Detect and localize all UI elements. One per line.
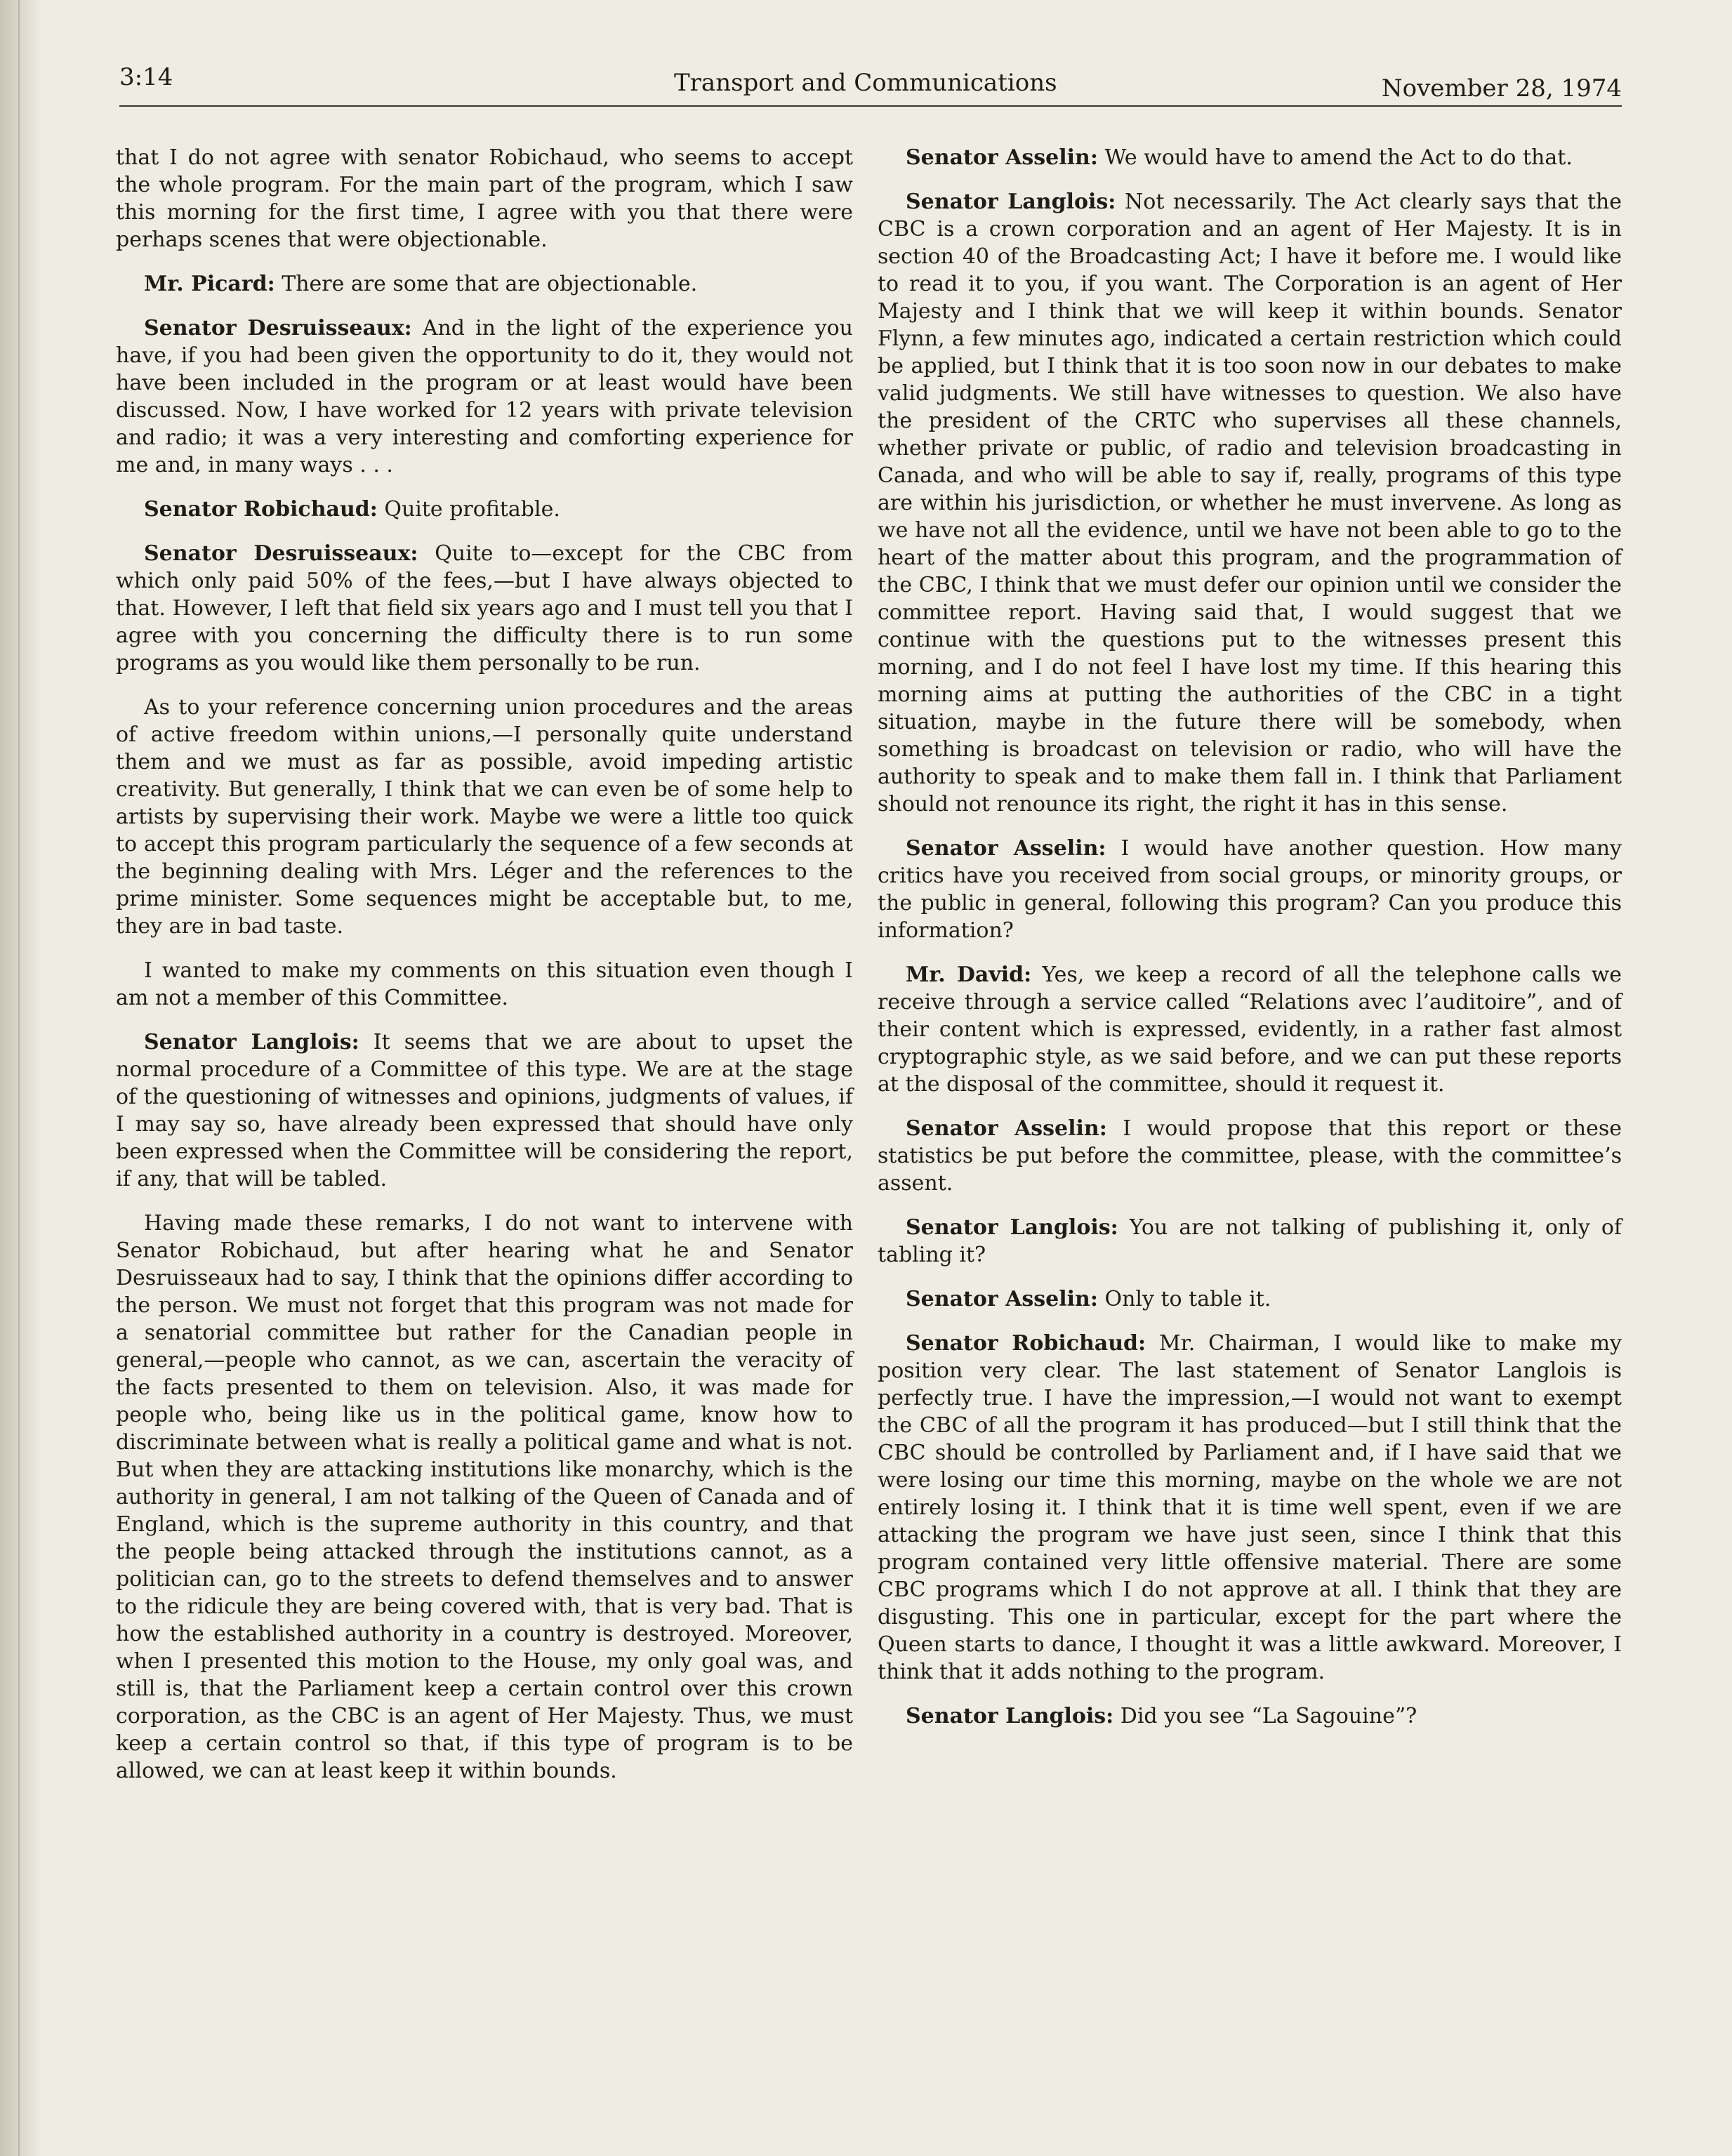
transcript-paragraph — [116, 957, 853, 1012]
speaker-name: Senator Langlois: — [906, 190, 1116, 214]
transcript-paragraph — [878, 188, 1622, 818]
speaker-name: Senator Asselin: — [906, 836, 1106, 861]
paragraph-text: Quite profitable. — [384, 497, 560, 522]
transcript-paragraph — [878, 144, 1622, 171]
transcript-paragraph — [116, 496, 853, 523]
paragraph-text: You are not talking of publishing it, only of tabling it? — [878, 1215, 1622, 1267]
binding-edge — [18, 0, 20, 2156]
paragraph-text: There are some that are objectionable. — [282, 272, 698, 296]
paragraph-text: I would propose that this report or these statistics be put before the committee, please, with the committee’s assent. — [878, 1116, 1622, 1196]
speaker-name: Senator Desruisseaux: — [144, 541, 418, 566]
transcript-paragraph — [116, 540, 853, 677]
paragraph-text: We would have to amend the Act to do that. — [1104, 145, 1573, 170]
paragraph-text: As to your reference concerning union procedures and the areas of active freedom within unions,—I personally quite understand them and we must as far as possible, avoid impeding artistic creativity. But generally, I think that we can even be of some help to artists by supervising their work. Maybe we were a little too quick to accept this program particularly the sequence of a few seconds at the beginning dealing with Mrs. Léger and the references to the prime minister. Some sequences might be acceptable but, to me, they are in bad taste. — [116, 695, 853, 939]
transcript-paragraph — [116, 270, 853, 298]
paragraph-text: Not necessarily. The Act clearly says that the CBC is a crown corporation and an agent of Her Majesty. It is in section 40 of the Broadcasting Act; I have it before me. I would like to read it to you, if you want. The Corporation is an agent of Her Majesty and I think that we will keep it within bounds. Senator Flynn, a few minutes ago, indicated a certain restriction which could be applied, but I think that it is too soon now in our debates to make valid judgments. We still have witnesses to question. We also have the president of the CRTC who supervises all these channels, whether private or public, of radio and television broadcasting in Canada, and who will be able to say if, really, programs of this type are within his jurisdiction, or whether he must invervene. As long as we have not all the evidence, until we have not been able to go to the heart of the matter about this program, and the programmation of the CBC, I think that we must defer our opinion until we consider the committee report. Having said that, I would suggest that we continue with the questions put to the witnesses present this morning, and I do not feel I have lost my time. If this hearing this morning aims at putting the authorities of the CBC in a tight situation, maybe in the future there will be somebody, when something is broadcast on television or radio, who will have the authority to speak and to make them fall in. I think that Parliament should not renounce its right, the right it has in this sense. — [878, 190, 1622, 816]
left-text-column — [116, 144, 853, 1801]
transcript-paragraph — [878, 1702, 1622, 1730]
transcript-paragraph — [878, 1214, 1622, 1269]
paragraph-text: Only to table it. — [1104, 1287, 1271, 1311]
speaker-name: Senator Langlois: — [906, 1215, 1118, 1240]
paragraph-text: I would have another question. How many critics have you received from social groups, or minority groups, or the public in general, following this program? Can you produce this information? — [878, 836, 1622, 943]
paragraph-text: that I do not agree with senator Robichaud, who seems to accept the whole program. For the main part of the program, which I saw this morning for the first time, I agree with you that there were perhaps scenes that were objectionable. — [116, 145, 853, 252]
transcript-paragraph — [878, 961, 1622, 1098]
paragraph-text: It seems that we are about to upset the normal procedure of a Committee of this type. We are at the stage of the questioning of witnesses and opinions, judgments of values, if I may say so, have already been expressed that should have only been expressed when the Committee will be considering the report, if any, that will be tabled. — [116, 1030, 853, 1191]
paragraph-text: I wanted to make my comments on this situation even though I am not a member of this Committee. — [116, 958, 853, 1010]
page-spine-shadow — [0, 0, 42, 2156]
page-number: 3:14 — [119, 63, 173, 91]
transcript-paragraph — [878, 835, 1622, 944]
transcript-paragraph — [878, 1115, 1622, 1197]
paragraph-text: Mr. Chairman, I would like to make my position very clear. The last statement of Senator Langlois is perfectly true. I have the impression,—I would not want to exempt the CBC of all the program it has produced—but I still think that the CBC should be controlled by Parliament and, if I have said that we were losing our time this morning, maybe on the whole we are not entirely losing it. I think that it is time well spent, even if we are attacking the program we have just seen, since I think that this program contained very little offensive material. There are some CBC programs which I do not approve at all. I think that they are disgusting. This one in particular, except for the part where the Queen starts to dance, I thought it was a little awkward. Moreover, I think that it adds nothing to the program. — [878, 1331, 1622, 1684]
speaker-name: Mr. Picard: — [144, 272, 275, 296]
speaker-name: Senator Asselin: — [906, 1287, 1098, 1311]
speaker-name: Senator Asselin: — [906, 145, 1098, 170]
speaker-name: Mr. David: — [906, 963, 1032, 987]
transcript-paragraph — [116, 694, 853, 940]
paragraph-text: And in the light of the experience you have, if you had been given the opportunity to do it, they would not have been included in the program or at least would have been discussed. Now, I have worked for 12 years with private television and radio; it was a very interesting and comforting experience for me and, in many ways . . . — [116, 316, 853, 477]
paragraph-text: Quite to—except for the CBC from which only paid 50% of the fees,—but I have always objected to that. However, I left that field six years ago and I must tell you that I agree with you concerning the difficulty there is to run some programs as you would like them personally to be run. — [116, 541, 853, 675]
speaker-name: Senator Robichaud: — [906, 1331, 1146, 1356]
transcript-paragraph — [116, 144, 853, 253]
speaker-name: Senator Desruisseaux: — [144, 316, 412, 340]
speaker-name: Senator Langlois: — [906, 1704, 1114, 1728]
transcript-paragraph — [878, 1330, 1622, 1686]
running-title: Transport and Communications — [674, 69, 1057, 97]
header-rule — [119, 105, 1622, 107]
transcript-paragraph — [116, 1029, 853, 1193]
transcript-paragraph — [878, 1285, 1622, 1313]
paragraph-text: Yes, we keep a record of all the telephone calls we receive through a service called “Relations avec l’auditoire”, and of their content which is expressed, evidently, in a rather fast almost cryptographic style, as we said before, and we can put these reports at the disposal of the committee, should it request it. — [878, 963, 1622, 1097]
page-header — [119, 56, 1622, 112]
header-date: November 28, 1974 — [1381, 74, 1622, 102]
speaker-name: Senator Langlois: — [144, 1030, 359, 1054]
right-text-column — [878, 144, 1622, 1747]
speaker-name: Senator Asselin: — [906, 1116, 1107, 1141]
transcript-paragraph — [116, 315, 853, 479]
paragraph-text: Did you see “La Sagouine”? — [1120, 1704, 1417, 1728]
transcript-paragraph — [116, 1210, 853, 1785]
speaker-name: Senator Robichaud: — [144, 497, 378, 522]
paragraph-text: Having made these remarks, I do not want to intervene with Senator Robichaud, but after hearing what he and Senator Desruisseaux had to say, I think that the opinions differ according to the person. We must not forget that this program was not made for a senatorial committee but rather for the Canadian people in general,—people who cannot, as we can, ascertain the veracity of the facts presented to them on television. Also, it was made for people who, being like us in the political game, know how to discriminate between what is really a political game and what is not. But when they are attacking institutions like monarchy, which is the authority in general, I am not talking of the Queen of Canada and of England, which is the supreme authority in this country, and that the people being attacked through the institutions cannot, as a politician can, go to the streets to defend themselves and to answer to the ridicule they are being covered with, that is very bad. That is how the established authority in a country is destroyed. Moreover, when I presented this motion to the House, my only goal was, and still is, that the Parliament keep a certain control over this crown corporation, as the CBC is an agent of Her Majesty. Thus, we must keep a certain control so that, if this type of program is to be allowed, we can at least keep it within bounds. — [116, 1211, 853, 1783]
